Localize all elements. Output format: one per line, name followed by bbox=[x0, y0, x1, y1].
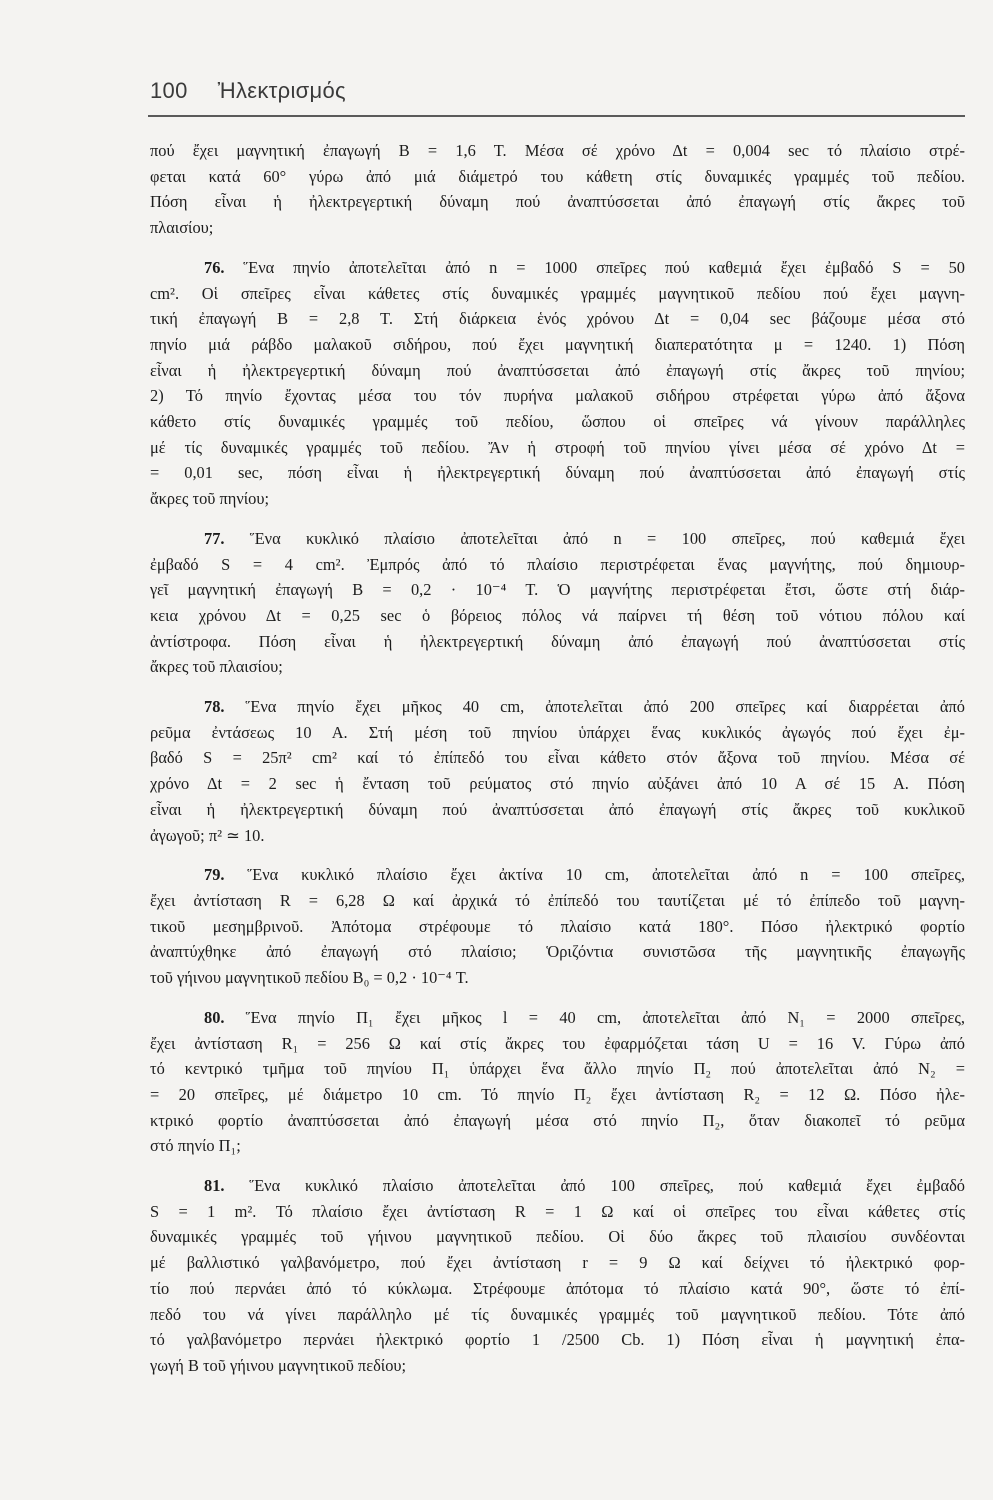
text-line bbox=[150, 654, 965, 680]
line-text: Ἕνα πηνίο Π₁ ἔχει μῆκος l = 40 cm, ἀποτελεῖται ἀπό N₁ = 2000 σπεῖρες, bbox=[224, 1007, 965, 1027]
text-line bbox=[150, 797, 965, 823]
problem-number: 80. bbox=[204, 1007, 225, 1027]
line-text: ἀντίστροφα. Πόση εἶναι ἡ ἠλεκτρεγερτική δύναμη ἀπό ἐπαγωγή πού ἀναπτύσσεται στίς bbox=[150, 631, 965, 651]
text-line bbox=[150, 138, 965, 164]
text-line bbox=[150, 1082, 965, 1108]
text-line bbox=[150, 1056, 965, 1082]
line-text: ἀγωγοῦ; π² ≃ 10. bbox=[150, 825, 265, 845]
text-line bbox=[150, 1133, 965, 1159]
text-line bbox=[150, 164, 965, 190]
line-text: τοῦ γήινου μαγνητικοῦ πεδίου B₀ = 0,2 · 10⁻⁴ Τ. bbox=[150, 968, 469, 988]
line-text: = 0,01 sec, πόση εἶναι ἡ ἠλεκτρεγερτική δύναμη πού ἀναπτύσσεται ἀπό ἐπαγωγή στίς bbox=[150, 463, 965, 483]
text-line bbox=[150, 745, 965, 771]
text-line bbox=[150, 888, 965, 914]
text-line bbox=[150, 862, 965, 888]
problem-79 bbox=[150, 862, 965, 991]
line-text: τό γαλβανόμετρο περνάει ἠλεκτρικό φορτίο 1 /2500 Cb. 1) Πόση εἶναι ἡ μαγνητική ἐπα- bbox=[150, 1330, 965, 1350]
text-line bbox=[150, 460, 965, 486]
text-line bbox=[150, 358, 965, 384]
line-text: πεδό του νά γίνει παράλληλο μέ τίς δυναμικές γραμμές τοῦ μαγνητικοῦ πεδίου. Τότε ἀπό bbox=[150, 1304, 965, 1324]
line-text: ἄκρες τοῦ πηνίου; bbox=[150, 489, 270, 509]
problem-number: 77. bbox=[204, 528, 225, 548]
header-rule bbox=[148, 115, 965, 117]
line-text: ἐμβαδό S = 4 cm². Ἐμπρός ἀπό τό πλαίσιο περιστρέφεται ἕνας μαγνήτης, πού δημιουρ- bbox=[150, 554, 965, 574]
text-line bbox=[150, 1224, 965, 1250]
line-text: Ἕνα κυκλικό πλαίσιο ἀποτελεῖται ἀπό n = 100 σπεῖρες, πού καθεμιά ἔχει bbox=[224, 528, 965, 548]
line-text: cm². Οἱ σπεῖρες εἶναι κάθετες στίς δυναμικές γραμμές μαγνητικοῦ πεδίου πού ἔχει μαγνη- bbox=[150, 283, 965, 303]
text-line bbox=[150, 215, 965, 241]
text-line bbox=[150, 1276, 965, 1302]
text-line bbox=[150, 383, 965, 409]
line-text: γεῖ μαγνητική ἐπαγωγή Β = 0,2 · 10⁻⁴ Τ. Ὁ μαγνήτης περιστρέφεται ἔτσι, ὥστε στή διάρ- bbox=[150, 580, 965, 600]
continuation-paragraph bbox=[150, 138, 965, 241]
text-line bbox=[150, 1199, 965, 1225]
page-number: 100 bbox=[150, 78, 188, 103]
line-text: χρόνο Δt = 2 sec ἡ ἔνταση τοῦ ρεύματος στό πηνίο αὐξάνει ἀπό 10 Α σέ 15 Α. Πόση bbox=[150, 774, 965, 794]
line-text: μέ τίς δυναμικές γραμμές τοῦ πεδίου. Ἄν ἡ στροφή τοῦ πηνίου γίνει μέσα σέ χρόνο Δt = bbox=[150, 437, 965, 457]
text-line bbox=[150, 332, 965, 358]
text-line bbox=[150, 526, 965, 552]
text-line bbox=[150, 435, 965, 461]
text-line bbox=[150, 1173, 965, 1199]
line-text: πηνίο μιά ράβδο μαλακοῦ σιδήρου, πού ἔχει μαγνητική διαπερατότητα μ = 1240. 1) Πόση bbox=[150, 334, 965, 354]
text-line bbox=[150, 486, 965, 512]
text-line bbox=[150, 965, 965, 991]
line-text: κτρικό φορτίο ἀναπτύσσεται ἀπό ἐπαγωγή μέσα στό πηνίο Π₂, ὅταν διακοπεῖ τό ρεῦμα bbox=[150, 1110, 965, 1130]
text-line bbox=[150, 771, 965, 797]
line-text: ἀναπτύχθηκε ἀπό ἐπαγωγή στό πλαίσιο; Ὁριζόντια συνιστῶσα τῆς μαγνητικῆς ἐπαγωγῆς bbox=[150, 942, 965, 962]
text-line bbox=[150, 1327, 965, 1353]
line-text: Πόση εἶναι ἡ ἠλεκτρεγερτική δύναμη πού ἀναπτύσσεται ἀπό ἐπαγωγή στίς ἄκρες τοῦ bbox=[150, 192, 965, 212]
problem-81 bbox=[150, 1173, 965, 1379]
text-line bbox=[150, 1005, 965, 1031]
text-line bbox=[150, 281, 965, 307]
line-text: μέ βαλλιστικό γαλβανόμετρο, πού ἔχει ἀντίσταση r = 9 Ω καί δείχνει τό ἠλεκτρικό φορ- bbox=[150, 1253, 965, 1273]
line-text: ἔχει ἀντίσταση R = 6,28 Ω καί ἀρχικά τό ἐπίπεδό του ταυτίζεται μέ τό ἐπίπεδο τοῦ μαγνη- bbox=[150, 890, 965, 910]
line-text: στό πηνίο Π₁; bbox=[150, 1136, 241, 1156]
problem-78 bbox=[150, 694, 965, 848]
text-line bbox=[150, 1302, 965, 1328]
problem-80 bbox=[150, 1005, 965, 1159]
text-line bbox=[150, 629, 965, 655]
text-line bbox=[150, 914, 965, 940]
running-title: Ἠλεκτρισμός bbox=[217, 78, 346, 103]
line-text: Ἕνα πηνίο ἔχει μῆκος 40 cm, ἀποτελεῖται ἀπό 200 σπεῖρες καί διαρρέεται ἀπό bbox=[224, 697, 965, 717]
text-line bbox=[150, 1250, 965, 1276]
line-text: εἶναι ἡ ἠλεκτρεγερτική δύναμη πού ἀναπτύσσεται ἀπό ἐπαγωγή στίς ἄκρες τοῦ πηνίου; bbox=[150, 360, 965, 380]
problem-number: 78. bbox=[204, 697, 225, 717]
line-text: Ἕνα κυκλικό πλαίσιο ἀποτελεῖται ἀπό 100 σπεῖρες, πού καθεμιά ἔχει ἐμβαδό bbox=[224, 1176, 965, 1196]
line-text: τίο πού περνάει ἀπό τό κύκλωμα. Στρέφουμε ἀπότομα τό πλαίσιο κατά 90°, ὥστε τό ἐπί- bbox=[150, 1278, 965, 1298]
text-line bbox=[150, 939, 965, 965]
line-text: γωγή Β τοῦ γήινου μαγνητικοῦ πεδίου; bbox=[150, 1355, 407, 1375]
line-text: Ἕνα κυκλικό πλαίσιο ἔχει ἀκτίνα 10 cm, ἀποτελεῖται ἀπό n = 100 σπεῖρες, bbox=[224, 865, 965, 885]
text-line bbox=[150, 694, 965, 720]
line-text: κάθετο στίς δυναμικές γραμμές τοῦ πεδίου, ὥσπου οἱ σπεῖρες νά γίνουν παράλληλες bbox=[150, 412, 965, 432]
text-line bbox=[150, 255, 965, 281]
problem-77 bbox=[150, 526, 965, 680]
text-line bbox=[150, 823, 965, 849]
text-line bbox=[150, 1108, 965, 1134]
problem-76 bbox=[150, 255, 965, 512]
line-text: τό κεντρικό τμῆμα τοῦ πηνίου Π₁ ὑπάρχει ἕνα ἄλλο πηνίο Π₂ πού ἀποτελεῖται ἀπό N₂ = bbox=[150, 1059, 965, 1079]
line-text: βαδό S = 25π² cm² καί τό ἐπίπεδό του εἶναι κάθετο στόν ἄξονα τοῦ πηνίου. Μέσα σέ bbox=[150, 748, 965, 768]
text-line bbox=[150, 552, 965, 578]
line-text: φεται κατά 60° γύρω ἀπό μιά διάμετρό του κάθετη στίς δυναμικές γραμμές τοῦ πεδίου. bbox=[150, 166, 965, 186]
line-text: 2) Τό πηνίο ἔχοντας μέσα του τόν πυρήνα μαλακοῦ σιδήρου στρέφεται γύρω ἀπό ἄξονα bbox=[150, 386, 965, 406]
line-text: S = 1 m². Τό πλαίσιο ἔχει ἀντίσταση R = 1 Ω καί οἱ σπεῖρες του εἶναι κάθετες στίς bbox=[150, 1201, 965, 1221]
line-text: εἶναι ἡ ἠλεκτρεγερτική δύναμη πού ἀναπτύσσεται ἀπό ἐπαγωγή στίς ἄκρες τοῦ κυκλικοῦ bbox=[150, 799, 965, 819]
problem-number: 79. bbox=[204, 865, 225, 885]
line-text: ἄκρες τοῦ πλαισίου; bbox=[150, 657, 283, 677]
line-text: τική ἐπαγωγή Β = 2,8 Τ. Στή διάρκεια ἑνός χρόνου Δt = 0,04 sec βάζουμε μέσα στό bbox=[150, 309, 965, 329]
line-text: ἔχει ἀντίσταση R₁ = 256 Ω καί στίς ἄκρες του ἐφαρμόζεται τάση U = 16 V. Γύρω ἀπό bbox=[150, 1033, 965, 1053]
text-line bbox=[150, 577, 965, 603]
page-header bbox=[150, 78, 965, 104]
line-text: κεια χρόνου Δt = 0,25 sec ὁ βόρειος πόλος νά παίρνει τή θέση τοῦ νότιου πόλου καί bbox=[150, 605, 965, 625]
line-text: Ἕνα πηνίο ἀποτελεῖται ἀπό n = 1000 σπεῖρες πού καθεμιά ἔχει ἐμβαδό S = 50 bbox=[224, 257, 965, 277]
text-line bbox=[150, 306, 965, 332]
problem-number: 76. bbox=[204, 257, 225, 277]
text-line bbox=[150, 720, 965, 746]
line-text: ρεῦμα ἐντάσεως 10 Α. Στή μέση τοῦ πηνίου ὑπάρχει ἕνας κυκλικός ἀγωγός πού ἔχει ἐμ- bbox=[150, 722, 965, 742]
line-text: πού ἔχει μαγνητική ἐπαγωγή Β = 1,6 Τ. Μέσα σέ χρόνο Δt = 0,004 sec τό πλαίσιο στρέ- bbox=[150, 141, 965, 160]
text-line bbox=[150, 603, 965, 629]
text-line bbox=[150, 1353, 965, 1379]
line-text: τικοῦ μεσημβρινοῦ. Ἀπότομα στρέφουμε τό πλαίσιο κατά 180°. Πόσο ἠλεκτρικό φορτίο bbox=[150, 916, 965, 936]
text-line bbox=[150, 189, 965, 215]
page-body bbox=[150, 138, 965, 1393]
text-line bbox=[150, 1031, 965, 1057]
problem-number: 81. bbox=[204, 1176, 225, 1196]
line-text: πλαισίου; bbox=[150, 218, 214, 238]
text-line bbox=[150, 409, 965, 435]
line-text: δυναμικές γραμμές τοῦ γήινου μαγνητικοῦ πεδίου. Οἱ δύο ἄκρες τοῦ πλαισίου συνδέονται bbox=[150, 1227, 965, 1247]
line-text: = 20 σπεῖρες, μέ διάμετρο 10 cm. Τό πηνίο Π₂ ἔχει ἀντίσταση R₂ = 12 Ω. Πόσο ἠλε- bbox=[150, 1084, 965, 1104]
